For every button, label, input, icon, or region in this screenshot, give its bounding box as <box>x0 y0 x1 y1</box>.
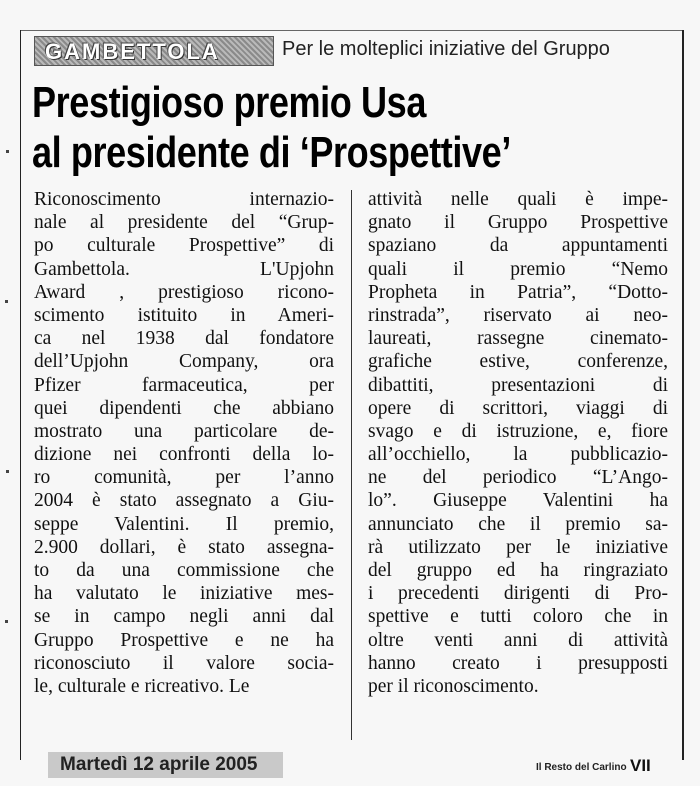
body-line: ne del periodico “L’Ango- <box>368 467 668 489</box>
body-line: dibattiti, presentazioni di <box>368 374 668 396</box>
body-line: dizione nei confronti della lo- <box>34 444 334 466</box>
footer-date: Martedì 12 aprile 2005 <box>48 752 283 778</box>
body-line: Pfizer farmaceutica, per <box>34 374 334 396</box>
headline-line-1: Prestigioso premio Usa <box>32 78 426 127</box>
body-line: Award , prestigioso ricono- <box>34 281 334 303</box>
body-line: per il riconoscimento. <box>368 675 539 697</box>
body-line: hanno creato i presupposti <box>368 652 668 674</box>
column-divider <box>351 190 352 740</box>
body-line: se in campo negli anni dal <box>34 606 334 628</box>
body-line: Gambettola. L'Upjohn <box>34 258 334 280</box>
body-line: laureati, rassegne cinemato- <box>368 328 668 350</box>
kicker <box>34 36 674 68</box>
scan-speck <box>5 620 8 623</box>
body-line: 2004 è stato assegnato a Giu- <box>34 490 334 512</box>
left-border-rule <box>20 30 21 760</box>
top-rule <box>20 30 682 31</box>
newspaper-name: Il Resto del Carlino <box>536 762 627 773</box>
body-line: spaziano da appuntamenti <box>368 235 668 257</box>
body-line: annunciato che il premio sa- <box>368 513 668 535</box>
body-line: ca nel 1938 dal fondatore <box>34 328 334 350</box>
body-column-right <box>368 188 668 698</box>
body-line: del gruppo ed ha ringraziato <box>368 560 668 581</box>
body-line: oltre venti anni di attività <box>368 629 668 651</box>
body-line: i precedenti dirigenti di Pro- <box>368 583 668 605</box>
body-line: riconosciuto il valore socia- <box>34 652 334 674</box>
body-line: po culturale Prospettive” di <box>34 235 334 257</box>
body-line: nale al presidente del “Grup- <box>34 212 334 234</box>
body-line: ro comunità, per l’anno <box>34 467 334 489</box>
body-line: seppe Valentini. Il premio, <box>34 513 334 535</box>
scan-speck <box>6 150 9 153</box>
location-label: GAMBETTOLA <box>34 36 274 66</box>
body-line: to da una commissione che <box>34 560 334 581</box>
body-line: Gruppo Prospettive e ne ha <box>34 629 334 651</box>
body-line: mostrato una particolare de- <box>34 420 334 442</box>
body-line: le, culturale e ricreativo. Le <box>34 675 250 697</box>
scan-speck <box>5 300 8 303</box>
body-line: rà utilizzato per le iniziative <box>368 536 668 558</box>
body-line: quali il premio “Nemo <box>368 258 668 280</box>
body-line: 2.900 dollari, è stato assegna- <box>34 536 334 558</box>
body-line: spettive e tutti coloro che in <box>368 606 668 628</box>
body-line: scimento istituito in Ameri- <box>34 304 334 326</box>
body-line: grafiche estive, conferenze, <box>368 351 668 373</box>
body-line: quei dipendenti che abbiano <box>34 397 334 419</box>
body-line: attività nelle quali è impe- <box>368 189 668 210</box>
kicker-text: Per le molteplici iniziative del Gruppo <box>282 38 610 60</box>
body-line: opere di scrittori, viaggi di <box>368 397 668 419</box>
page-number: VII <box>630 756 651 775</box>
body-line: ha valutato le iniziative mes- <box>34 583 334 605</box>
headline-line-2: al presidente di ‘Prospettive’ <box>32 128 511 177</box>
right-border-rule <box>682 30 684 760</box>
body-column-left <box>34 188 334 698</box>
body-line: rinstrada”, riservato ai neo- <box>368 304 668 326</box>
scan-speck <box>6 470 9 473</box>
body-line: svago e di istruzione, e, fiore <box>368 420 668 442</box>
body-line: Propheta in Patria”, “Dotto- <box>368 281 668 303</box>
body-line: all’occhiello, la pubblicazio- <box>368 444 668 466</box>
body-line: dell’Upjohn Company, ora <box>34 351 334 373</box>
body-line: Riconoscimento internazio- <box>34 189 334 210</box>
body-line: gnato il Gruppo Prospettive <box>368 212 668 234</box>
body-line: lo”. Giuseppe Valentini ha <box>368 490 668 512</box>
